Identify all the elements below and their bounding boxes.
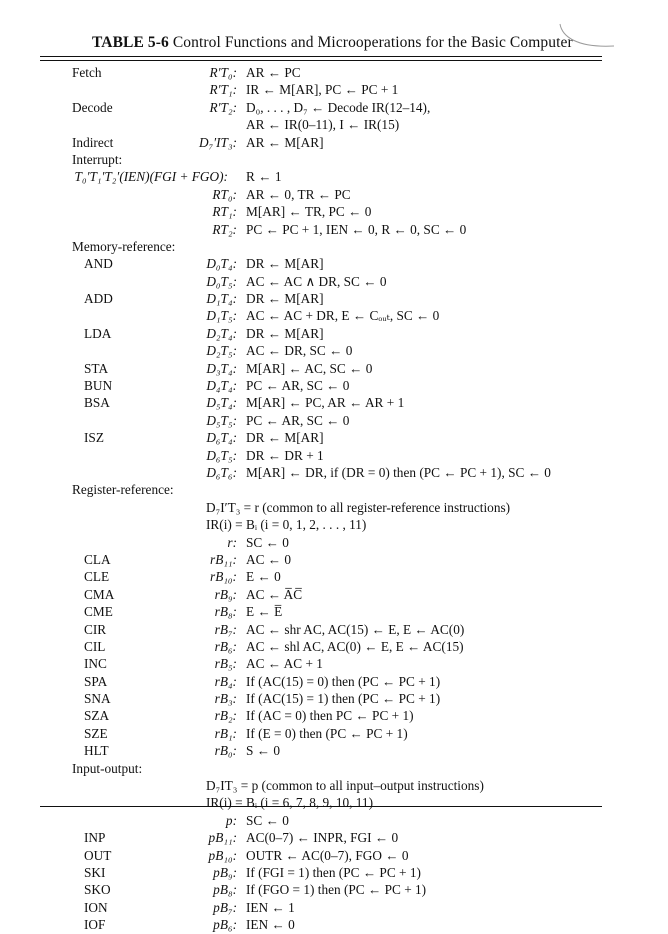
microoperation: SC ← 0 (246, 812, 289, 828)
control-function: rB₃: (214, 691, 237, 707)
table-row (0, 116, 668, 133)
microoperation: DR ← M[AR] (246, 291, 324, 307)
control-function: D₅T₄: (206, 395, 237, 411)
bottom-rule (40, 806, 602, 807)
row-label: Memory-reference: (72, 238, 176, 254)
row-label: ADD (84, 291, 113, 307)
row-label: CLA (84, 551, 111, 567)
table-body (0, 64, 668, 934)
table-row (0, 829, 668, 846)
table-row (0, 81, 668, 98)
row-label: BSA (84, 395, 110, 411)
control-function: D₄T₄: (206, 378, 237, 394)
table-row (0, 429, 668, 446)
control-function: rB₇: (214, 621, 237, 637)
row-label: INP (84, 830, 106, 846)
table-row (0, 603, 668, 620)
table-row (0, 168, 668, 185)
microoperation: D₇I′T₃ = r (common to all register-reference instructions) (206, 499, 511, 515)
control-function: D₁T₅: (206, 308, 237, 324)
microoperation: If (E = 0) then (PC ← PC + 1) (246, 725, 408, 741)
control-function: R′T₂: (209, 99, 237, 115)
row-label: STA (84, 360, 109, 376)
table-row (0, 481, 668, 498)
row-label: Register-reference: (72, 482, 174, 498)
table-row (0, 342, 668, 359)
row-label: SPA (84, 673, 108, 689)
row-label: Interrupt: (72, 151, 123, 167)
row-label: CIR (84, 621, 107, 637)
row-label: Fetch (72, 65, 102, 80)
microoperation: E ← 0 (246, 569, 281, 585)
control-function: D₇′IT₃: (198, 134, 237, 150)
microoperation: AC ← DR, SC ← 0 (246, 343, 353, 359)
control-function: D₀T₄: (206, 256, 237, 272)
table-row (0, 638, 668, 655)
row-label: CME (84, 604, 113, 620)
microoperation: SC ← 0 (246, 534, 289, 550)
row-label: AND (84, 256, 113, 272)
microoperation: AC ← A̅C̅ (246, 586, 303, 602)
control-function: T₀′T₁′T₂′(IEN)(FGI + FGO): (74, 169, 228, 185)
microoperation: IR ← M[AR], PC ← PC + 1 (246, 82, 399, 98)
microoperation: AC(0–7) ← INPR, FGI ← 0 (246, 830, 399, 846)
control-function: p: (225, 812, 237, 828)
microoperation: AC ← 0 (246, 551, 292, 567)
row-label: ION (84, 899, 108, 915)
table-row (0, 742, 668, 759)
table-row (0, 812, 668, 829)
table-row (0, 516, 668, 533)
table-row (0, 673, 668, 690)
row-label: IOF (84, 917, 106, 933)
control-function: D₂T₅: (206, 343, 237, 359)
table-row (0, 203, 668, 220)
row-label: CLE (84, 569, 110, 585)
control-function: rB₁₀: (210, 569, 237, 585)
table-row (0, 412, 668, 429)
row-label: LDA (84, 325, 112, 341)
microoperation: S ← 0 (246, 743, 280, 759)
table-row (0, 916, 668, 933)
microoperation: DR ← M[AR] (246, 325, 324, 341)
microoperation: If (AC(15) = 1) then (PC ← PC + 1) (246, 691, 441, 707)
row-label: BUN (84, 378, 113, 394)
row-label: SZA (84, 708, 110, 724)
table-row (0, 899, 668, 916)
table-row (0, 394, 668, 411)
control-function: rB₀: (214, 743, 237, 759)
microoperation: If (AC(15) = 0) then (PC ← PC + 1) (246, 673, 441, 689)
table-row (0, 151, 668, 168)
table-row (0, 307, 668, 324)
microoperation: PC ← AR, SC ← 0 (246, 378, 350, 394)
microoperation: AC ← AC ∧ DR, SC ← 0 (246, 273, 387, 289)
row-label: Input-output: (72, 760, 143, 776)
microoperation: M[AR] ← DR, if (DR = 0) then (PC ← PC + 1), SC ← 0 (246, 464, 551, 480)
table-row (0, 760, 668, 777)
table-row (0, 447, 668, 464)
row-label: CIL (84, 638, 106, 654)
table-row (0, 864, 668, 881)
control-function: D₃T₄: (206, 360, 237, 376)
microoperation: If (FGO = 1) then (PC ← PC + 1) (246, 882, 427, 898)
control-function: pB₁₁: (208, 830, 237, 846)
control-function: RT₁: (212, 204, 237, 220)
row-label: SNA (84, 691, 111, 707)
table-caption: Control Functions and Microoperations for the Basic Computer (172, 34, 573, 51)
row-label: Indirect (72, 134, 114, 150)
row-label: HLT (84, 743, 109, 759)
control-function: pB₇: (213, 899, 237, 915)
table-row (0, 568, 668, 585)
table-row (0, 290, 668, 307)
control-function: D₁T₄: (206, 291, 237, 307)
control-function: RT₂: (212, 221, 237, 237)
table-row (0, 777, 668, 794)
microoperation: IR(i) = Bᵢ (i = 0, 1, 2, . . . , 11) (206, 517, 367, 533)
microoperation: AC ← AC + 1 (246, 656, 323, 672)
microoperation: AR ← IR(0–11), I ← IR(15) (246, 117, 400, 133)
table-row (0, 273, 668, 290)
top-rule (40, 56, 602, 57)
table-row (0, 186, 668, 203)
table-row (0, 238, 668, 255)
control-function: RT₀: (212, 186, 237, 202)
microoperation: DR ← M[AR] (246, 256, 324, 272)
control-function: rB₁₁: (210, 551, 237, 567)
control-function: rB₅: (214, 656, 237, 672)
microoperation: AR ← 0, TR ← PC (246, 186, 351, 202)
microoperation: PC ← PC + 1, IEN ← 0, R ← 0, SC ← 0 (246, 221, 467, 237)
control-function: rB₂: (214, 708, 237, 724)
table-row (0, 586, 668, 603)
microoperation: AC ← shr AC, AC(15) ← E, E ← AC(0) (246, 621, 465, 637)
control-function: rB₄: (214, 673, 237, 689)
table-row (0, 64, 668, 81)
table-row (0, 377, 668, 394)
control-function: R′T₀: (209, 65, 237, 80)
microoperation: AC ← shl AC, AC(0) ← E, E ← AC(15) (246, 638, 464, 654)
table-row (0, 847, 668, 864)
table-row (0, 707, 668, 724)
microoperation: AR ← PC (246, 65, 301, 80)
microoperation: AR ← M[AR] (246, 134, 324, 150)
table-row (0, 99, 668, 116)
microoperation: D₀, . . . , D₇ ← Decode IR(12–14), (246, 99, 431, 115)
control-function: D₅T₅: (206, 412, 237, 428)
row-label: OUT (84, 847, 112, 863)
control-function: R′T₁: (209, 82, 237, 98)
microoperation: DR ← DR + 1 (246, 447, 324, 463)
row-label: INC (84, 656, 107, 672)
table-row (0, 221, 668, 238)
control-function: D₆T₅: (206, 447, 237, 463)
table-row (0, 499, 668, 516)
microoperation: OUTR ← AC(0–7), FGO ← 0 (246, 847, 409, 863)
control-function: rB₉: (214, 586, 237, 602)
control-function: D₆T₆: (206, 464, 237, 480)
row-label: CMA (84, 586, 115, 602)
microoperation: R ← 1 (246, 169, 282, 185)
control-function: pB₆: (213, 917, 237, 933)
microoperation: D₇IT₃ = p (common to all input–output instructions) (206, 778, 484, 794)
microoperation: AC ← AC + DR, E ← Cₒᵤₜ, SC ← 0 (246, 308, 440, 324)
table-row (0, 725, 668, 742)
table-row (0, 534, 668, 551)
control-function: D₀T₅: (206, 273, 237, 289)
microoperation: M[AR] ← PC, AR ← AR + 1 (246, 395, 405, 411)
control-function: rB₈: (214, 604, 237, 620)
table-row (0, 621, 668, 638)
top-rule-thin (40, 60, 602, 61)
row-label: SKI (84, 864, 106, 880)
row-label: ISZ (84, 430, 104, 446)
table-row (0, 794, 668, 811)
microoperation: If (FGI = 1) then (PC ← PC + 1) (246, 864, 421, 880)
table-row (0, 255, 668, 272)
table-row (0, 881, 668, 898)
microoperation: IEN ← 0 (246, 917, 295, 933)
table-row (0, 464, 668, 481)
control-function: D₂T₄: (206, 325, 237, 341)
microoperation: M[AR] ← TR, PC ← 0 (246, 204, 372, 220)
microoperation: IEN ← 1 (246, 899, 295, 915)
table-title (92, 34, 592, 52)
table-number: TABLE 5-6 (92, 34, 169, 51)
control-function: pB₈: (213, 882, 237, 898)
row-label: Decode (72, 99, 113, 115)
microoperation: IR(i) = Bᵢ (i = 6, 7, 8, 9, 10, 11) (206, 795, 373, 811)
control-function: rB₁: (214, 725, 237, 741)
table-row (0, 655, 668, 672)
microoperation: E ← E̅ (246, 604, 283, 620)
control-function: D₆T₄: (206, 430, 237, 446)
table-row (0, 360, 668, 377)
table-row (0, 551, 668, 568)
control-function: pB₁₀: (208, 847, 237, 863)
microoperation: PC ← AR, SC ← 0 (246, 412, 350, 428)
control-function: r: (227, 534, 237, 550)
microoperation: M[AR] ← AC, SC ← 0 (246, 360, 373, 376)
control-function: rB₆: (214, 638, 237, 654)
control-function: pB₉: (213, 864, 237, 880)
table-row (0, 325, 668, 342)
table-row (0, 690, 668, 707)
row-label: SZE (84, 725, 108, 741)
microoperation: If (AC = 0) then PC ← PC + 1) (246, 708, 414, 724)
table-row (0, 134, 668, 151)
page-curl-mark (558, 22, 616, 52)
row-label: SKO (84, 882, 111, 898)
microoperation: DR ← M[AR] (246, 430, 324, 446)
